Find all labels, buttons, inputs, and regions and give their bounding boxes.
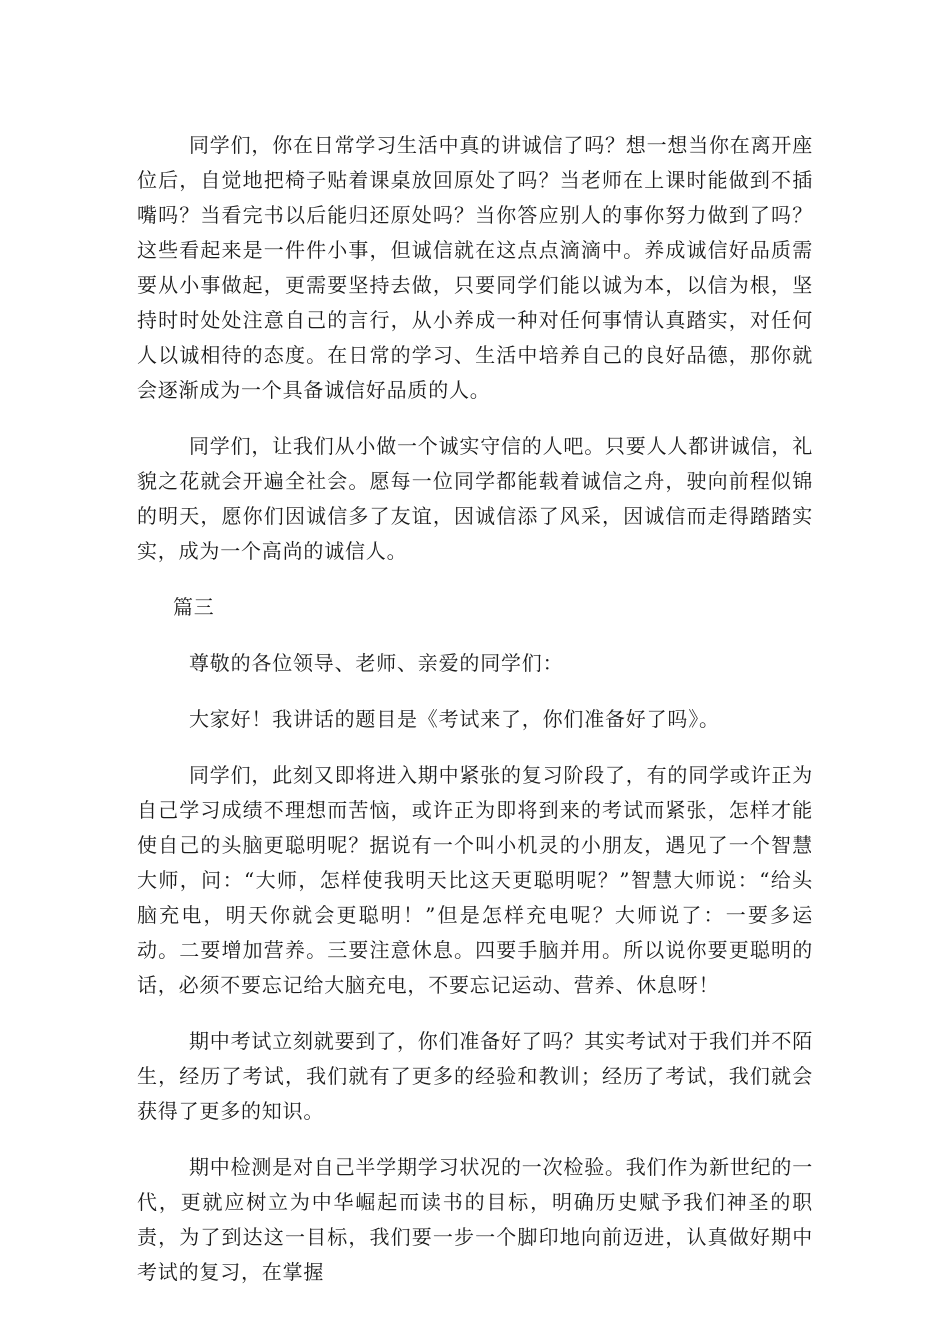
paragraph-exam-coming: 期中考试立刻就要到了，你们准备好了吗？其实考试对于我们并不陌生，经历了考试，我们就有了更多的经验和教训；经历了考试，我们就会获得了更多的知识。 [137,1029,813,1123]
speech-title-line: 大家好！我讲话的题目是《考试来了，你们准备好了吗》。 [189,707,720,731]
document-body [137,128,813,1311]
greeting-line: 尊敬的各位领导、老师、亲爱的同学们： [189,651,564,675]
paragraph-honesty-closing: 同学们，让我们从小做一个诚实守信的人吧。只要人人都讲诚信，礼貌之花就会开遍全社会。愿每一位同学都能载着诚信之舟，驶向前程似锦的明天，愿你们因诚信多了友谊，因诚信添了风采，因诚信而走得踏踏实实，成为一个高尚的诚信人。 [137,434,813,563]
paragraph-exam-prep: 同学们，此刻又即将进入期中紧张的复习阶段了，有的同学或许正为自己学习成绩不理想而苦恼，或许正为即将到来的考试而紧张，怎样才能使自己的头脑更聪明呢？据说有一个叫小机灵的小朋友，遇见了一个智慧大师，问：“大师，怎样使我明天比这天更聪明呢？”智慧大师说：“给头脑充电，明天你就会更聪明！”但是怎样充电呢？大师说了：一要多运动。二要增加营养。三要注意休息。四要手脑并用。所以说你要更聪明的话，必须不要忘记给大脑充电，不要忘记运动、营养、休息呀！ [137,763,813,997]
paragraph-honesty-daily: 同学们，你在日常学习生活中真的讲诚信了吗？想一想当你在离开座位后，自觉地把椅子贴着课桌放回原处了吗？当老师在上课时能做到不插嘴吗？当看完书以后能归还原处吗？当你答应别人的事你努力做到了吗？这些看起来是一件件小事，但诚信就在这点点滴滴中。养成诚信好品质需要从小事做起，更需要坚持去做，只要同学们能以诚为本，以信为根，坚持时时处处注意自己的言行，从小养成一种对任何事情认真踏实，对任何人以诚相待的态度。在日常的学习、生活中培养自己的良好品德，那你就会逐渐成为一个具备诚信好品质的人。 [137,133,813,402]
section-heading: 篇三 [173,595,215,619]
paragraph-midterm-check: 期中检测是对自己半学期学习状况的一次检验。我们作为新世纪的一代，更就应树立为中华崛起而读书的目标，明确历史赋予我们神圣的职责，为了到达这一目标，我们要一步一个脚印地向前迈进，认真做好期中考试的复习，在掌握 [137,1155,813,1284]
